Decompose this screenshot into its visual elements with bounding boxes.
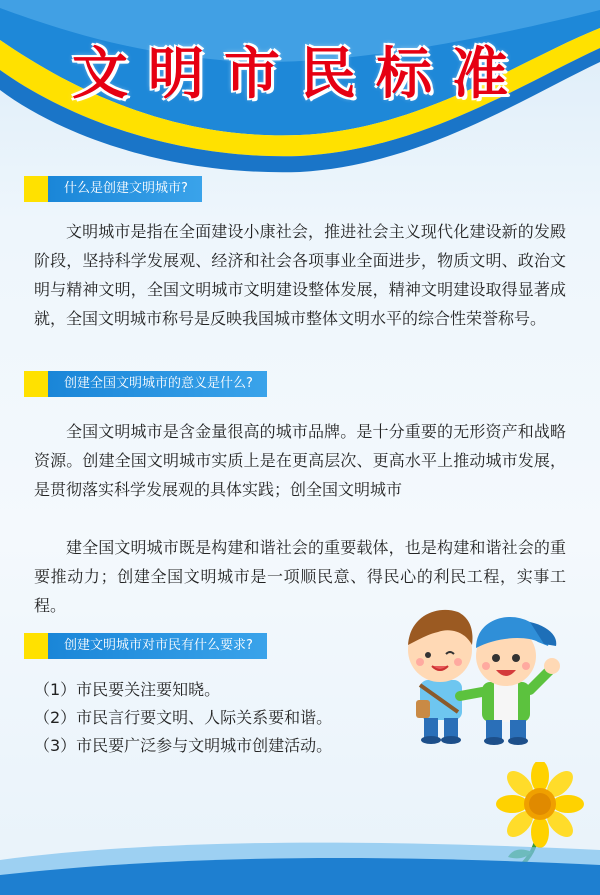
section-paragraph: 文明城市是指在全面建设小康社会，推进社会主义现代化建设新的发殿阶段，坚持科学发展观、经济和社会各项事业全面进步，物质文明、政治文明与精神文明，全国文明城市文明建设整体发展，精神文明建设取得显著成就，全国文明城市称号是反映我国城市整体文明水平的综合性荣誉称号。 <box>34 222 566 328</box>
requirements-list <box>34 676 414 760</box>
list-item: （3）市民要广泛参与文明城市创建活动。 <box>34 736 333 755</box>
two-kids-illustration <box>398 600 568 745</box>
yellow-marker <box>24 633 48 659</box>
page-title: 文明市民标准 <box>72 42 528 107</box>
blue-wave-footer <box>0 820 600 895</box>
yellow-marker <box>24 371 48 397</box>
yellow-marker <box>24 176 48 202</box>
section-header-2 <box>24 371 267 397</box>
section-heading: 创建文明城市对市民有什么要求? <box>48 633 267 659</box>
section-header-1 <box>24 176 202 202</box>
section-paragraph: 建全国文明城市既是构建和谐社会的重要载体，也是构建和谐社会的重要推动力；创建全国文明城市是一项顺民意、得民心的利民工程，实事工程。 <box>34 538 566 615</box>
section-heading: 创建全国文明城市的意义是什么? <box>48 371 267 397</box>
section-header-3 <box>24 633 267 659</box>
section-paragraph: 全国文明城市是含金量很高的城市品牌。是十分重要的无形资产和战略资源。创建全国文明城市实质上是在更高层次、更高水平上推动城市发展，是贯彻落实科学发展观的具体实践；创全国文明城市 <box>34 422 566 499</box>
section-heading: 什么是创建文明城市? <box>48 176 202 202</box>
list-item: （2）市民言行要文明、人际关系要和谐。 <box>34 708 333 727</box>
list-item: （1）市民要关注要知晓。 <box>34 680 221 699</box>
